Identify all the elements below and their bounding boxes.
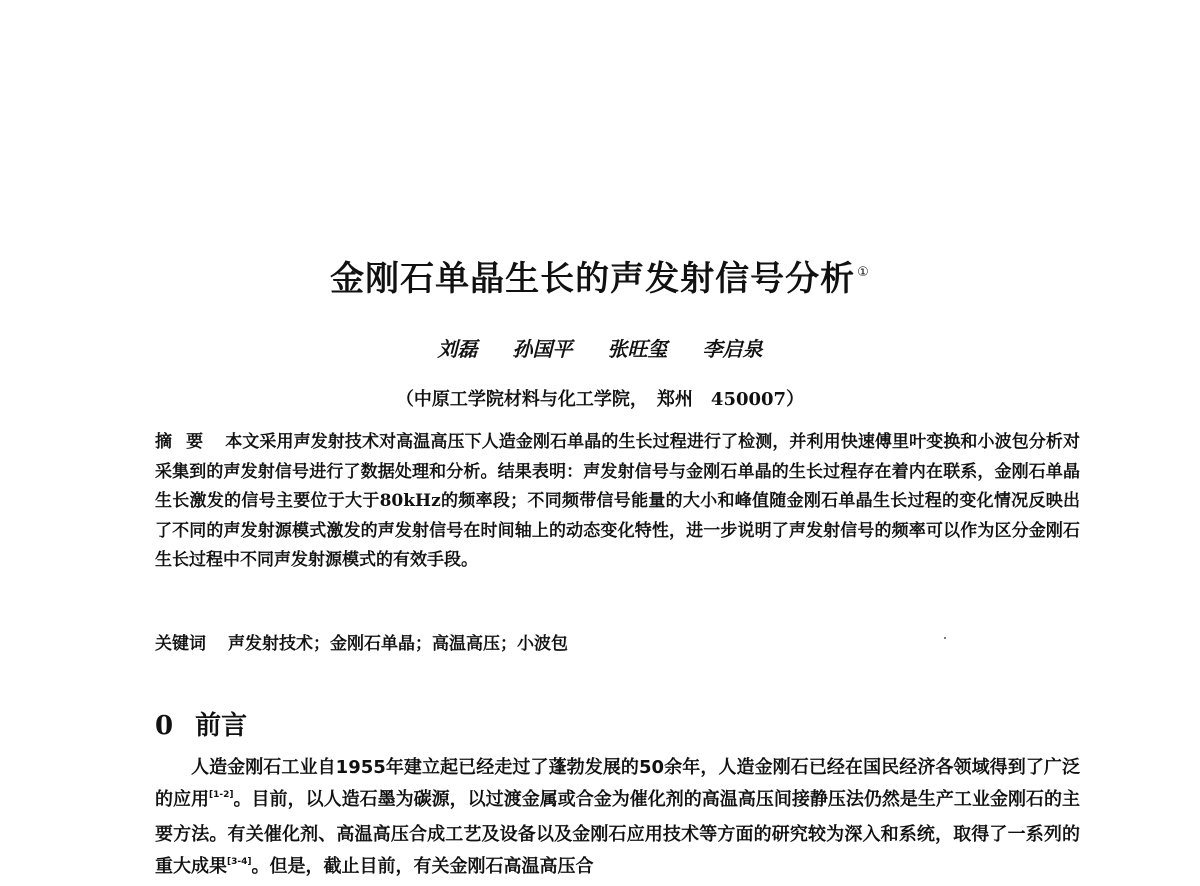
affiliation: （中原工学院材料与化工学院， 郑州 450007） [395, 389, 805, 410]
section-heading [155, 706, 247, 746]
author-list [0, 334, 1200, 364]
citation-1: [1-2] [209, 790, 234, 800]
intro-paragraph [155, 752, 1080, 886]
intro-text-2: 。目前，以人造石墨为碳源，以过渡金属或合金为催化剂的高温高压间接静压法仍然是生产工业金刚石的主要方法。有关催化剂、高温高压合成工艺及设备以及金刚石应用技术等方面的研究较为深入和系统，取得了一系列的重大成果 [155, 789, 1080, 877]
author-1: 刘磊 [437, 337, 478, 361]
keywords-label: 关键词 [155, 634, 206, 654]
author-3: 张旺玺 [607, 337, 668, 361]
intro-text-1: 人造金刚石工业自1955年建立起已经走过了蓬勃发展的50余年，人造金刚石已经在国民经济各领域得到了广泛的应用 [155, 757, 1080, 810]
title-footnote-mark: ① [857, 265, 870, 280]
keywords [155, 630, 1080, 659]
section-title: 前言 [195, 711, 248, 741]
abstract-text: 本文采用声发射技术对高温高压下人造金刚石单晶的生长过程进行了检测，并利用快速傅里叶变换和小波包分析对采集到的声发射信号进行了数据处理和分析。结果表明：声发射信号与金刚石单晶的生长过程存在着内在联系，金刚石单晶生长激发的信号主要位于大于80kHz的频率段；不同频带信号能量的大小和峰值随金刚石单晶生长过程的变化情况反映出了不同的声发射源模式激发的声发射信号在时间轴上的动态变化特性，进一步说明了声发射信号的频率可以作为区分金刚石生长过程中不同声发射源模式的有效手段。 [155, 432, 1081, 570]
abstract [155, 428, 1080, 576]
scan-speck [944, 637, 946, 639]
author-4: 李启泉 [702, 337, 763, 361]
section-number: 0 [155, 711, 174, 741]
intro-text-3: 。但是，截止目前，有关金刚石高温高压合 [251, 856, 594, 877]
keywords-text: 声发射技术；金刚石单晶；高温高压；小波包 [228, 634, 568, 654]
abstract-label: 摘要 [155, 432, 218, 452]
title-text: 金刚石单晶生长的声发射信号分析 [330, 259, 856, 299]
citation-2: [3-4] [227, 857, 252, 867]
paper-title [0, 254, 1200, 312]
author-2: 孙国平 [512, 337, 573, 361]
